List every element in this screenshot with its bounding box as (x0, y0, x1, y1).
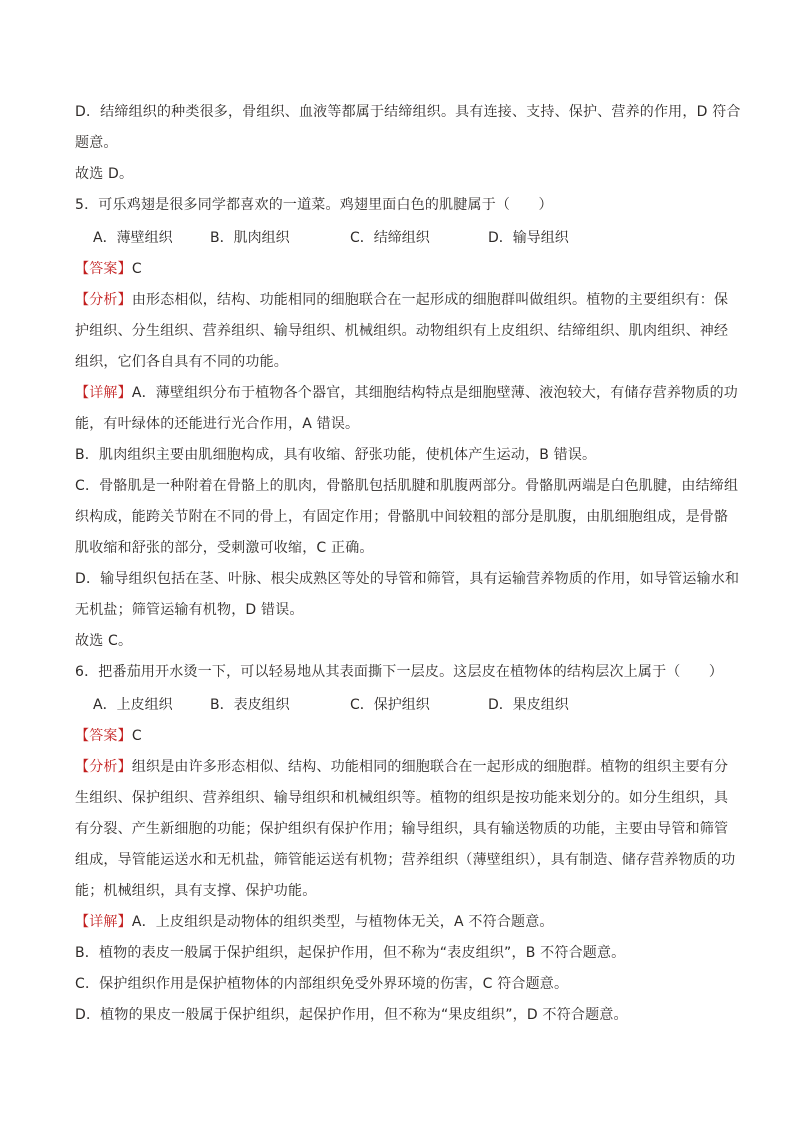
question-5-option-c: C．结缔组织 (350, 230, 430, 246)
detail-text: A．上皮组织是动物体的组织类型，与植物体无关，A 不符合题意。 (131, 914, 554, 930)
question-6-option-c: C．保护组织 (350, 697, 430, 713)
question-6-analysis-line1 (75, 757, 729, 777)
question-5-detail-line4: C．骨骼肌是一种附着在骨骼上的肌肉，骨骼肌包括肌腱和肌腹两部分。骨骼肌两端是白色肌腱，由结缔组 (75, 478, 739, 494)
answer-label: 【答案】 (75, 728, 132, 744)
question-5-option-b: B．肌肉组织 (210, 230, 290, 246)
detail-text: A．薄壁组织分布于植物各个器官，其细胞结构特点是细胞壁薄、液泡较大，有储存营养物质的功 (131, 385, 738, 401)
question-6-analysis-line2: 生组织、保护组织、营养组织、输导组织和机械组织等。植物的组织是按功能来划分的。如分生组织，具 (75, 790, 729, 806)
question-5-option-a: A．薄壁组织 (93, 230, 173, 246)
question-5-detail-line3: B．肌肉组织主要由肌细胞构成，具有收缩、舒张功能，使机体产生运动，B 错误。 (75, 447, 597, 463)
question-5-detail-line1 (75, 383, 738, 403)
question-6-analysis-line3: 有分裂、产生新细胞的功能；保护组织有保护作用；输导组织，具有输送物质的功能，主要由导管和筛管 (75, 821, 729, 837)
answer-label: 【答案】 (75, 261, 132, 277)
detail-label: 【详解】 (75, 385, 132, 401)
question-5-choose: 故选 C。 (75, 633, 133, 649)
question-5-analysis-line1 (75, 290, 729, 310)
detail-label: 【详解】 (75, 914, 132, 930)
question-6-analysis-line5: 能；机械组织，具有支撑、保护功能。 (75, 883, 317, 899)
question-5-detail-line6: 肌收缩和舒张的部分，受刺激可收缩，C 正确。 (75, 540, 374, 556)
question-5-detail-line2: 能，有叶绿体的还能进行光合作用，A 错误。 (75, 416, 360, 432)
analysis-label: 【分析】 (75, 292, 132, 308)
analysis-text: 组织是由许多形态相似、结构、功能相同的细胞联合在一起形成的细胞群。植物的组织主要有分 (131, 759, 729, 775)
question-5-detail-line7: D．输导组织包括在茎、叶脉、根尖成熟区等处的导管和筛管，具有运输营养物质的作用，如导管运输水和 (75, 571, 740, 587)
question-5-options (93, 228, 713, 248)
option-d-explanation-line1: D．结缔组织的种类很多，骨组织、血液等都属于结缔组织。具有连接、支持、保护、营养的作用，D 符合 (75, 104, 741, 120)
choose-statement: 故选 D。 (75, 166, 134, 182)
question-6-answer (75, 726, 725, 746)
answer-value: C (131, 728, 142, 744)
option-d-explanation-line2: 题意。 (75, 135, 118, 151)
question-5-answer (75, 259, 725, 279)
question-5-analysis-line3: 组织，它们各自具有不同的功能。 (75, 354, 288, 370)
question-5-detail-line5: 织构成，能跨关节附在不同的骨上，有固定作用；骨骼肌中间较粗的部分是肌腹，由肌细胞组成，是骨骼 (75, 509, 729, 525)
question-5-detail-line8: 无机盐；筛管运输有机物，D 错误。 (75, 602, 304, 618)
question-6-options (93, 695, 713, 715)
question-6-option-b: B．表皮组织 (210, 697, 290, 713)
question-5-analysis-line2: 护组织、分生组织、营养组织、输导组织、机械组织。动物组织有上皮组织、结缔组织、肌肉组织、神经 (75, 323, 729, 339)
question-6-option-d: D．果皮组织 (488, 697, 569, 713)
question-5-stem: 5．可乐鸡翅是很多同学都喜欢的一道菜。鸡翅里面白色的肌腱属于（ ） (75, 197, 553, 213)
question-6-option-a: A．上皮组织 (93, 697, 173, 713)
question-6-detail-line1 (75, 912, 725, 932)
question-6-detail-line2: B．植物的表皮一般属于保护组织，起保护作用，但不称为“表皮组织”，B 不符合题意。 (75, 945, 626, 961)
question-6-detail-line3: C．保护组织作用是保护植物体的内部组织免受外界环境的伤害，C 符合题意。 (75, 976, 569, 992)
question-6-detail-line4: D．植物的果皮一般属于保护组织，起保护作用，但不称为“果皮组织”，D 不符合题意。 (75, 1007, 628, 1023)
analysis-label: 【分析】 (75, 759, 132, 775)
question-6-analysis-line4: 组成，导管能运送水和无机盐，筛管能运送有机物；营养组织（薄壁组织），具有制造、储存营养物质的功 (75, 852, 736, 868)
analysis-text: 由形态相似，结构、功能相同的细胞联合在一起形成的细胞群叫做组织。植物的主要组织有：保 (131, 292, 729, 308)
answer-value: C (131, 261, 142, 277)
question-6-stem: 6．把番茄用开水烫一下，可以轻易地从其表面撕下一层皮。这层皮在植物体的结构层次上属于（ ） (75, 664, 724, 680)
question-5-option-d: D．输导组织 (488, 230, 569, 246)
